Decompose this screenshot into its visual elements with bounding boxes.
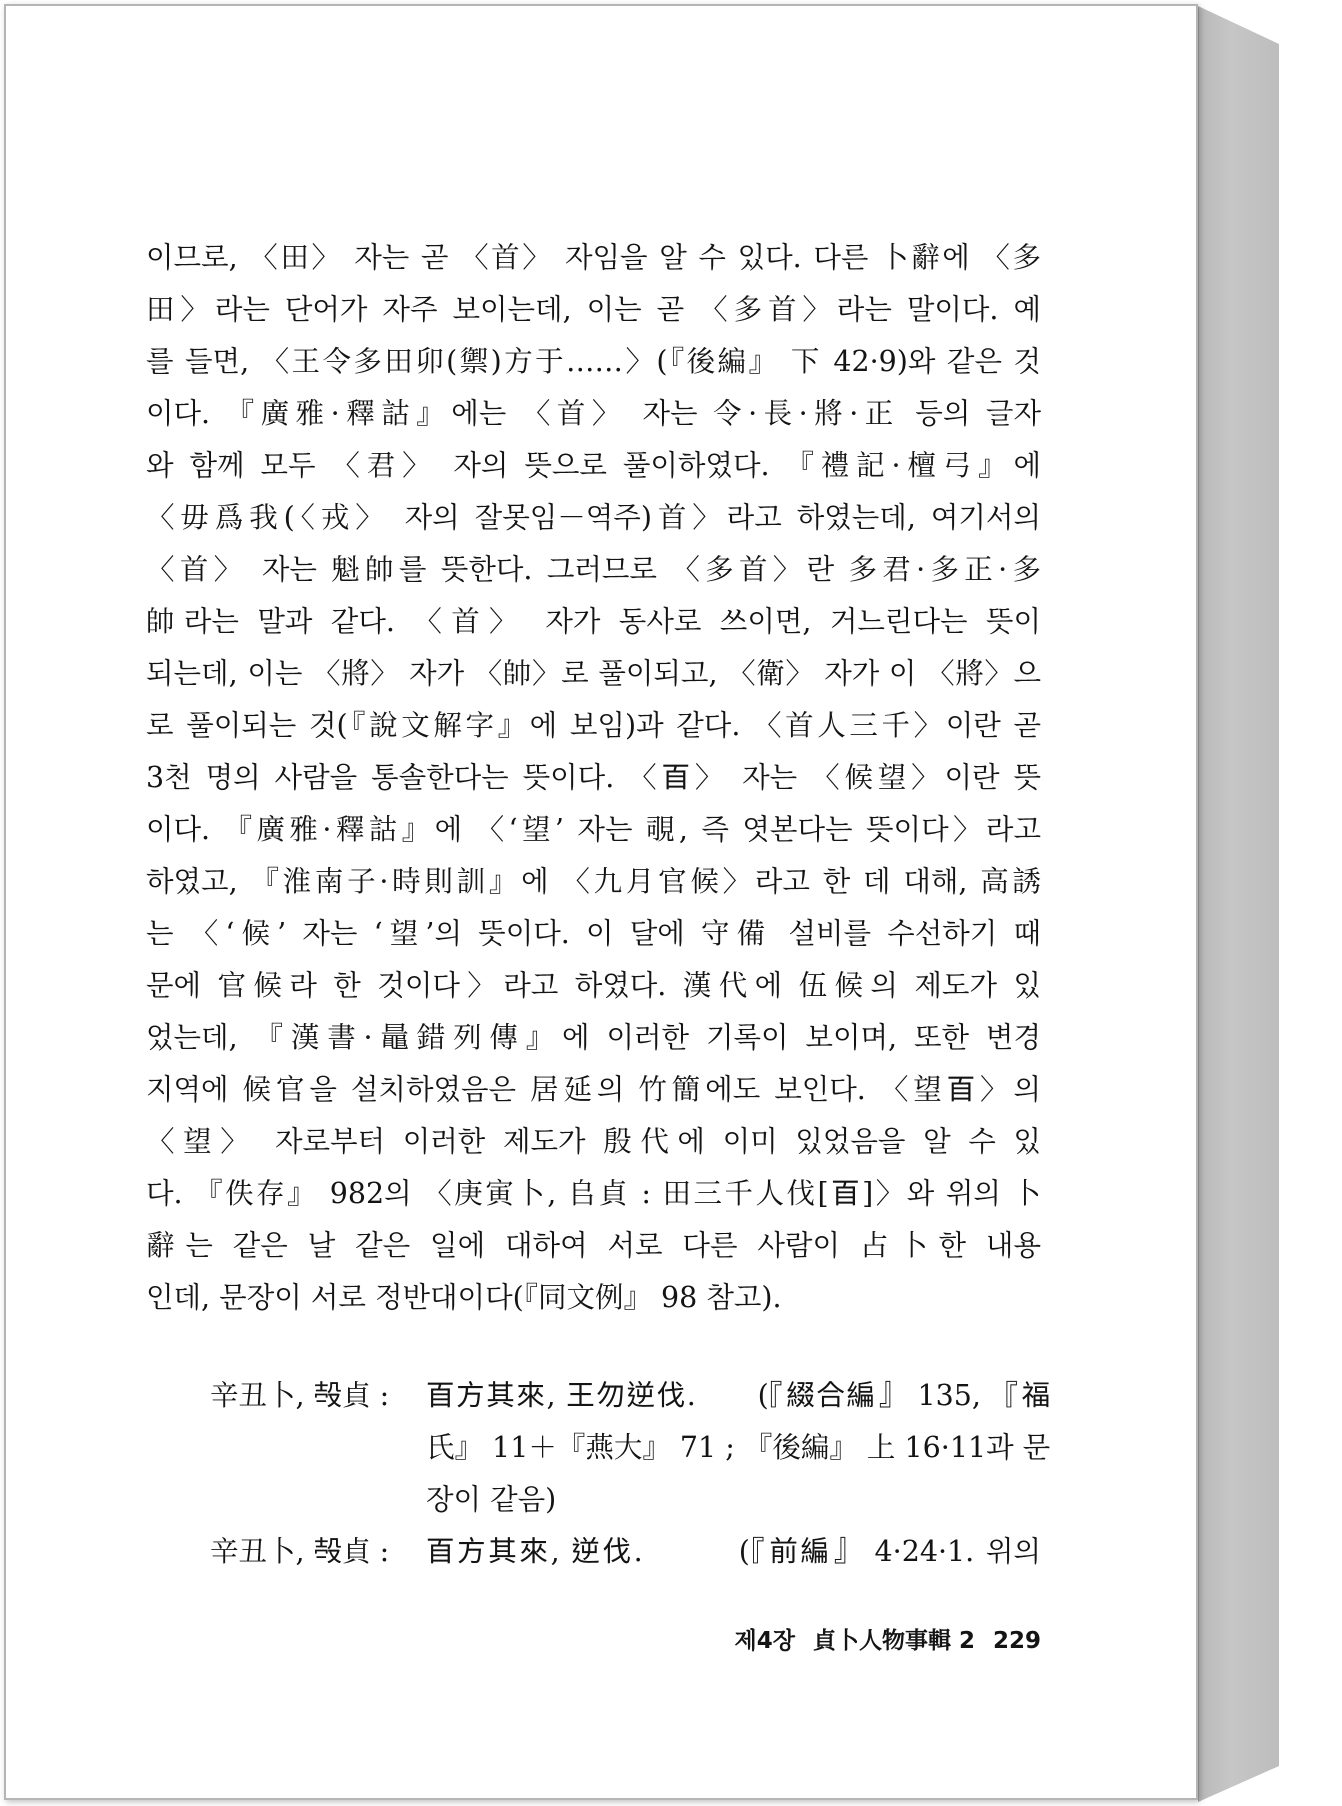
body-line: 3천 명의 사람을 통솔한다는 뜻이다. 〈𦣻〉 자는 〈候望〉이란 뜻 bbox=[146, 761, 1041, 794]
inscription-entry bbox=[210, 1526, 1041, 1578]
body-line: 다. 『佚存』 982의 〈庚寅卜, 𠂤貞 : 田三千人伐[𦣻]〉와 위의 卜 bbox=[146, 1177, 1041, 1210]
body-line: 이므로, 〈田〉 자는 곧 〈首〉 자임을 알 수 있다. 다른 卜辭에 〈多 bbox=[146, 241, 1041, 274]
inscription-entry bbox=[210, 1370, 1051, 1526]
inscription-line: 𦣻方其來, 逆伐. (『前編』 4·24·1. 위의 bbox=[426, 1535, 1041, 1568]
body-line: 지역에 候官을 설치하였음은 居延의 竹簡에도 보인다. 〈望𦣻〉의 bbox=[146, 1073, 1041, 1106]
book-page bbox=[4, 4, 1198, 1800]
body-line: 〈毋爲我(〈戎〉 자의 잘못임－역주)首〉라고 하였는데, 여기서의 bbox=[146, 501, 1041, 534]
body-line: 는 〈‘候’ 자는 ‘望’의 뜻이다. 이 달에 守備 설비를 수선하기 때 bbox=[146, 917, 1041, 950]
inscription-line: 장이 같음) bbox=[426, 1483, 557, 1516]
body-line: 帥라는 말과 같다. 〈首〉 자가 동사로 쓰이면, 거느린다는 뜻이 bbox=[146, 605, 1041, 638]
body-line: 이다. 『廣雅·釋詁』에 〈‘望’ 자는 覗, 즉 엿본다는 뜻이다〉라고 bbox=[146, 813, 1041, 846]
body-line: 하였고, 『淮南子·時則訓』에 〈九月官候〉라고 한 데 대해, 高誘 bbox=[146, 865, 1041, 898]
inscription-heading: 辛丑卜, 𣪊貞 : bbox=[210, 1535, 390, 1568]
book-spine bbox=[1198, 6, 1279, 1802]
inscription-heading: 辛丑卜, 𣪊貞 : bbox=[210, 1379, 390, 1412]
running-footer bbox=[702, 1622, 1041, 1655]
body-line: 로 풀이되는 것(『說文解字』에 보임)과 같다. 〈首人三千〉이란 곧 bbox=[146, 709, 1041, 742]
body-line: 이다. 『廣雅·釋詁』에는 〈首〉 자는 令·長·將·正 등의 글자 bbox=[146, 397, 1041, 430]
body-line: 었는데, 『漢書·鼂錯列傳』에 이러한 기록이 보이며, 또한 변경 bbox=[146, 1021, 1041, 1054]
body-line: 를 들면, 〈王令多田卯(禦)方于……〉(『後編』 下 42·9)와 같은 것 bbox=[146, 345, 1041, 378]
footer-chapter: 제4장 bbox=[734, 1628, 795, 1654]
body-line: 〈望〉 자로부터 이러한 제도가 殷代에 이미 있었음을 알 수 있 bbox=[146, 1125, 1041, 1158]
oracle-inscription-quotes bbox=[210, 1370, 1051, 1578]
inscription-line: 𦣻方其來, 王勿逆伐. (『綴合編』 135, 『福 bbox=[426, 1379, 1051, 1412]
inscription-text bbox=[426, 1526, 1041, 1578]
body-line: 되는데, 이는 〈將〉 자가 〈帥〉로 풀이되고, 〈衛〉 자가 이 〈將〉으 bbox=[146, 657, 1041, 690]
body-line: 田〉라는 단어가 자주 보이는데, 이는 곧 〈多首〉라는 말이다. 예 bbox=[146, 293, 1041, 326]
body-line: 辭는 같은 날 같은 일에 대하여 서로 다른 사람이 占卜한 내용 bbox=[146, 1229, 1041, 1262]
inscription-text bbox=[426, 1370, 1050, 1526]
body-line: 와 함께 모두 〈君〉 자의 뜻으로 풀이하였다. 『禮記·檀弓』에 bbox=[146, 449, 1041, 482]
body-line: 인데, 문장이 서로 정반대이다(『同文例』 98 참고). bbox=[146, 1281, 782, 1314]
footer-title: 貞卜人物事輯 2 bbox=[812, 1628, 975, 1654]
inscription-line: 氏』 11＋『燕大』 71 ; 『後編』 上 16·11과 문 bbox=[426, 1431, 1051, 1464]
page-number: 229 bbox=[992, 1628, 1041, 1654]
body-line: 문에 官候라 한 것이다〉라고 하였다. 漢代에 伍候의 제도가 있 bbox=[146, 969, 1041, 1002]
body-line: 〈首〉 자는 魁帥를 뜻한다. 그러므로 〈多首〉란 多君·多正·多 bbox=[146, 553, 1041, 586]
body-paragraph bbox=[146, 232, 1041, 1324]
